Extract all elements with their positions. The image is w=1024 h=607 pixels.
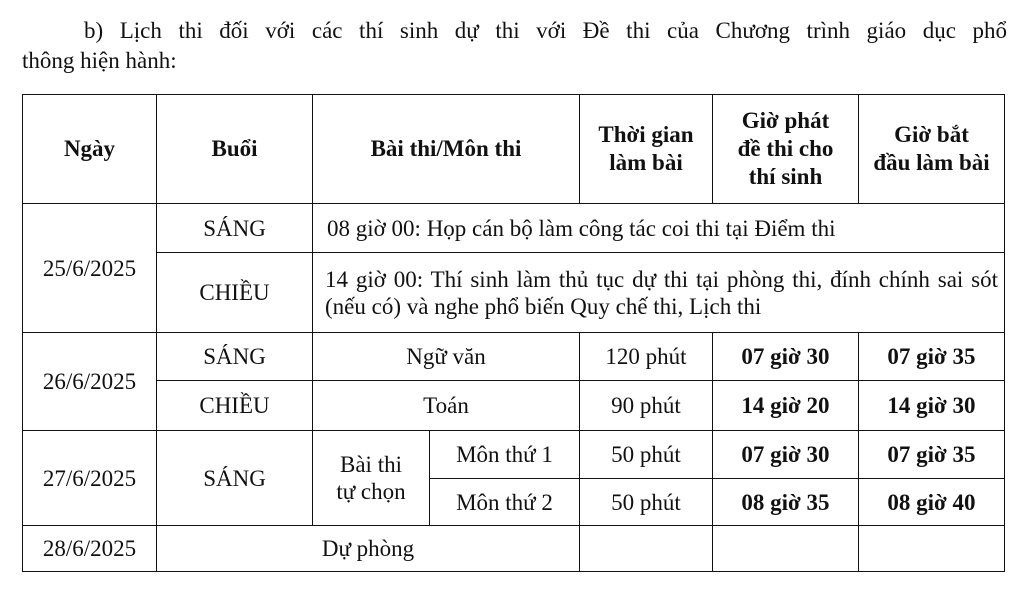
subject-cell: Môn thứ 2 xyxy=(430,479,580,526)
subject-cell: Ngữ văn xyxy=(313,333,580,381)
session-cell: SÁNG xyxy=(157,431,313,526)
duration-cell: 120 phút xyxy=(580,333,713,381)
date-cell: 26/6/2025 xyxy=(23,333,157,431)
table-row xyxy=(23,381,1005,431)
session-cell: CHIỀU xyxy=(157,381,313,431)
header-subject: Bài thi/Môn thi xyxy=(313,95,580,204)
exam-schedule-table xyxy=(22,94,1005,572)
empty-cell xyxy=(859,526,1005,572)
header-start-time: Giờ bắt đầu làm bài xyxy=(859,95,1005,204)
start-time-cell: 07 giờ 35 xyxy=(859,333,1005,381)
distribute-time-cell: 07 giờ 30 xyxy=(713,333,859,381)
start-time-cell: 07 giờ 35 xyxy=(859,431,1005,479)
subject-cell: Môn thứ 1 xyxy=(430,431,580,479)
duration-cell: 90 phút xyxy=(580,381,713,431)
date-cell: 25/6/2025 xyxy=(23,204,157,333)
session-cell: SÁNG xyxy=(157,333,313,381)
distribute-time-cell: 14 giờ 20 xyxy=(713,381,859,431)
empty-cell xyxy=(713,526,859,572)
date-cell: 28/6/2025 xyxy=(23,526,157,572)
session-cell: CHIỀU xyxy=(157,253,313,333)
table-row xyxy=(23,253,1005,333)
distribute-time-cell: 08 giờ 35 xyxy=(713,479,859,526)
note-cell: 14 giờ 00: Thí sinh làm thủ tục dự thi tại phòng thi, đính chính sai sót (nếu có) và nghe phổ biến Quy chế thi, Lịch thi xyxy=(313,253,1005,333)
header-row xyxy=(23,95,1005,204)
header-duration: Thời gian làm bài xyxy=(580,95,713,204)
start-time-cell: 08 giờ 40 xyxy=(859,479,1005,526)
distribute-time-cell: 07 giờ 30 xyxy=(713,431,859,479)
intro-paragraph xyxy=(22,16,1007,76)
header-distribute-time: Giờ phát đề thi cho thí sinh xyxy=(713,95,859,204)
table-row xyxy=(23,204,1005,253)
header-session: Buổi xyxy=(157,95,313,204)
table-row xyxy=(23,526,1005,572)
reserve-cell: Dự phòng xyxy=(157,526,580,572)
session-cell: SÁNG xyxy=(157,204,313,253)
duration-cell: 50 phút xyxy=(580,479,713,526)
start-time-cell: 14 giờ 30 xyxy=(859,381,1005,431)
intro-line-2: thông hiện hành: xyxy=(22,48,177,73)
note-cell: 08 giờ 00: Họp cán bộ làm công tác coi thi tại Điểm thi xyxy=(313,204,1005,253)
subject-cell: Toán xyxy=(313,381,580,431)
duration-cell: 50 phút xyxy=(580,431,713,479)
header-date: Ngày xyxy=(23,95,157,204)
table-row xyxy=(23,333,1005,381)
table-row xyxy=(23,431,1005,479)
empty-cell xyxy=(580,526,713,572)
date-cell: 27/6/2025 xyxy=(23,431,157,526)
intro-line-1: b) Lịch thi đối với các thí sinh dự thi với Đề thi của Chương trình giáo dục phổ xyxy=(84,18,1007,43)
elective-group-cell: Bài thi tự chọn xyxy=(313,431,430,526)
